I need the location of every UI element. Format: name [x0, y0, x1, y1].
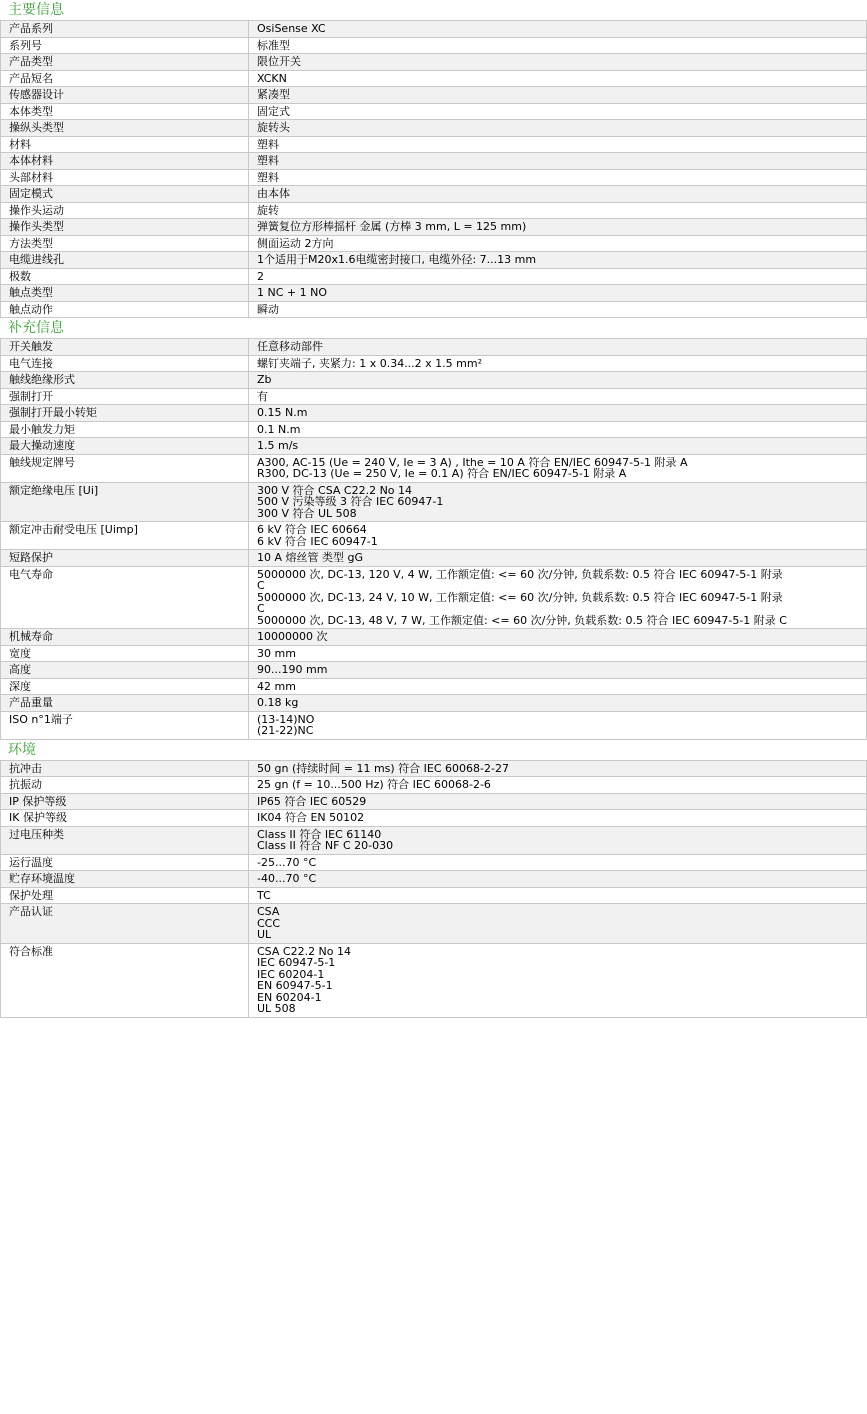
spec-row	[1, 522, 867, 550]
spec-row	[1, 566, 867, 629]
spec-label: 本体材料	[1, 153, 249, 170]
spec-label: 本体类型	[1, 103, 249, 120]
spec-row	[1, 153, 867, 170]
spec-label: 强制打开	[1, 388, 249, 405]
spec-value: 90...190 mm	[249, 662, 867, 679]
spec-label: 电气连接	[1, 355, 249, 372]
spec-row	[1, 454, 867, 482]
spec-value: 有	[249, 388, 867, 405]
spec-row	[1, 285, 867, 302]
section-title: 环境	[8, 741, 36, 758]
spec-label: 抗冲击	[1, 760, 249, 777]
spec-row	[1, 388, 867, 405]
spec-value: 0.15 N.m	[249, 405, 867, 422]
spec-row	[1, 854, 867, 871]
spec-label: IP 保护等级	[1, 793, 249, 810]
spec-label: 最大操动速度	[1, 438, 249, 455]
spec-value: 25 gn (f = 10...500 Hz) 符合 IEC 60068-2-6	[249, 777, 867, 794]
spec-value: 固定式	[249, 103, 867, 120]
spec-value: OsiSense XC	[249, 21, 867, 38]
spec-label: 强制打开最小转矩	[1, 405, 249, 422]
spec-value: Class II 符合 IEC 61140 Class II 符合 NF C 20-030	[249, 826, 867, 854]
spec-value: 10 A 熔丝管 类型 gG	[249, 550, 867, 567]
spec-label: 符合标准	[1, 943, 249, 1017]
spec-value: -25...70 °C	[249, 854, 867, 871]
spec-row	[1, 826, 867, 854]
spec-value: -40...70 °C	[249, 871, 867, 888]
spec-value: 1个适用于M20x1.6电缆密封接口, 电缆外径: 7...13 mm	[249, 252, 867, 269]
spec-row	[1, 120, 867, 137]
spec-row	[1, 662, 867, 679]
spec-label: 触点动作	[1, 301, 249, 318]
spec-row	[1, 268, 867, 285]
spec-value: 瞬动	[249, 301, 867, 318]
spec-row	[1, 943, 867, 1017]
spec-value: 旋转	[249, 202, 867, 219]
spec-row	[1, 372, 867, 389]
spec-label: 抗振动	[1, 777, 249, 794]
spec-row	[1, 550, 867, 567]
spec-value: 42 mm	[249, 678, 867, 695]
spec-label: 操作头类型	[1, 219, 249, 236]
spec-value: 0.1 N.m	[249, 421, 867, 438]
spec-label: 方法类型	[1, 235, 249, 252]
spec-table	[0, 338, 867, 740]
spec-value: TC	[249, 887, 867, 904]
spec-value: 侧面运动 2方向	[249, 235, 867, 252]
spec-row	[1, 777, 867, 794]
spec-row	[1, 695, 867, 712]
spec-value: 螺钉夹端子, 夹紧力: 1 x 0.34...2 x 1.5 mm²	[249, 355, 867, 372]
spec-row	[1, 301, 867, 318]
spec-value: 任意移动部件	[249, 339, 867, 356]
spec-value: 1 NC + 1 NO	[249, 285, 867, 302]
spec-row	[1, 421, 867, 438]
spec-row	[1, 87, 867, 104]
spec-row	[1, 21, 867, 38]
spec-value: 旋转头	[249, 120, 867, 137]
spec-value: XCKN	[249, 70, 867, 87]
spec-value: 6 kV 符合 IEC 60664 6 kV 符合 IEC 60947-1	[249, 522, 867, 550]
spec-label: 保护处理	[1, 887, 249, 904]
spec-value: CSA C22.2 No 14 IEC 60947-5-1 IEC 60204-1 EN 60947-5-1 EN 60204-1 UL 508	[249, 943, 867, 1017]
spec-row	[1, 252, 867, 269]
spec-row	[1, 339, 867, 356]
spec-label: 极数	[1, 268, 249, 285]
spec-value: IK04 符合 EN 50102	[249, 810, 867, 827]
spec-row	[1, 793, 867, 810]
spec-label: 短路保护	[1, 550, 249, 567]
spec-value: 5000000 次, DC-13, 120 V, 4 W, 工作额定值: <= 60 次/分钟, 负载系数: 0.5 符合 IEC 60947-5-1 附录 C 5000000 次, DC-13, 24 V, 10 W, 工作额定值: <= 60 次/分钟, 负载系数: 0.5 符合 IEC 60947-5-1 附录 C 5000000 次, DC-13, 48 V, 7 W, 工作额定值: <= 60 次/分钟, 负载系数: 0.5 符合 IEC 60947-5-1 附录 C	[249, 566, 867, 629]
spec-label: 过电压种类	[1, 826, 249, 854]
spec-label: 运行温度	[1, 854, 249, 871]
spec-label: 宽度	[1, 645, 249, 662]
spec-value: (13-14)NO (21-22)NC	[249, 711, 867, 739]
spec-label: 触线绝缘形式	[1, 372, 249, 389]
spec-row	[1, 871, 867, 888]
spec-row	[1, 760, 867, 777]
spec-value: 弹簧复位方形棒摇杆 金属 (方棒 3 mm, L = 125 mm)	[249, 219, 867, 236]
spec-label: 开关触发	[1, 339, 249, 356]
spec-row	[1, 355, 867, 372]
spec-row	[1, 711, 867, 739]
spec-label: 额定冲击耐受电压 [Uimp]	[1, 522, 249, 550]
spec-label: 最小触发力矩	[1, 421, 249, 438]
spec-row	[1, 202, 867, 219]
spec-value: 10000000 次	[249, 629, 867, 646]
spec-value: 由本体	[249, 186, 867, 203]
spec-label: 电缆进线孔	[1, 252, 249, 269]
spec-label: 产品系列	[1, 21, 249, 38]
spec-value: 紧凑型	[249, 87, 867, 104]
spec-label: 头部材料	[1, 169, 249, 186]
spec-label: ISO n°1端子	[1, 711, 249, 739]
spec-label: 材料	[1, 136, 249, 153]
spec-label: 产品短名	[1, 70, 249, 87]
spec-value: 塑料	[249, 136, 867, 153]
spec-row	[1, 645, 867, 662]
spec-value: A300, AC-15 (Ue = 240 V, Ie = 3 A) , Ithe = 10 A 符合 EN/IEC 60947-5-1 附录 A R300, DC-13 (Ue = 250 V, Ie = 0.1 A) 符合 EN/IEC 60947-5-1 附录 A	[249, 454, 867, 482]
spec-row	[1, 54, 867, 71]
spec-label: 操作头运动	[1, 202, 249, 219]
spec-label: 深度	[1, 678, 249, 695]
spec-label: 触点类型	[1, 285, 249, 302]
spec-value: 0.18 kg	[249, 695, 867, 712]
spec-row	[1, 405, 867, 422]
spec-table	[0, 760, 867, 1018]
spec-row	[1, 810, 867, 827]
spec-label: 机械寿命	[1, 629, 249, 646]
spec-value: IP65 符合 IEC 60529	[249, 793, 867, 810]
spec-row	[1, 904, 867, 944]
spec-row	[1, 887, 867, 904]
spec-table	[0, 20, 867, 318]
spec-label: 固定模式	[1, 186, 249, 203]
spec-value: Zb	[249, 372, 867, 389]
spec-row	[1, 482, 867, 522]
spec-value: 标准型	[249, 37, 867, 54]
spec-row	[1, 136, 867, 153]
spec-label: 传感器设计	[1, 87, 249, 104]
spec-label: 操纵头类型	[1, 120, 249, 137]
spec-value: CSA CCC UL	[249, 904, 867, 944]
spec-label: 产品类型	[1, 54, 249, 71]
spec-label: 产品重量	[1, 695, 249, 712]
spec-row	[1, 37, 867, 54]
spec-value: 2	[249, 268, 867, 285]
spec-row	[1, 438, 867, 455]
spec-value: 限位开关	[249, 54, 867, 71]
section-title: 补充信息	[8, 320, 64, 336]
section-title: 主要信息	[8, 2, 64, 18]
spec-label: 电气寿命	[1, 566, 249, 629]
spec-value: 50 gn (持续时间 = 11 ms) 符合 IEC 60068-2-27	[249, 760, 867, 777]
spec-row	[1, 186, 867, 203]
spec-value: 1.5 m/s	[249, 438, 867, 455]
spec-label: 系列号	[1, 37, 249, 54]
spec-row	[1, 169, 867, 186]
spec-row	[1, 678, 867, 695]
spec-row	[1, 235, 867, 252]
spec-value: 30 mm	[249, 645, 867, 662]
spec-label: 额定绝缘电压 [Ui]	[1, 482, 249, 522]
spec-label: 高度	[1, 662, 249, 679]
spec-row	[1, 70, 867, 87]
spec-row	[1, 103, 867, 120]
spec-label: 贮存环境温度	[1, 871, 249, 888]
spec-row	[1, 219, 867, 236]
spec-label: 触线规定牌号	[1, 454, 249, 482]
spec-label: 产品认证	[1, 904, 249, 944]
spec-value: 塑料	[249, 169, 867, 186]
spec-row	[1, 629, 867, 646]
spec-label: IK 保护等级	[1, 810, 249, 827]
spec-value: 300 V 符合 CSA C22.2 No 14 500 V 污染等级 3 符合 IEC 60947-1 300 V 符合 UL 508	[249, 482, 867, 522]
spec-value: 塑料	[249, 153, 867, 170]
